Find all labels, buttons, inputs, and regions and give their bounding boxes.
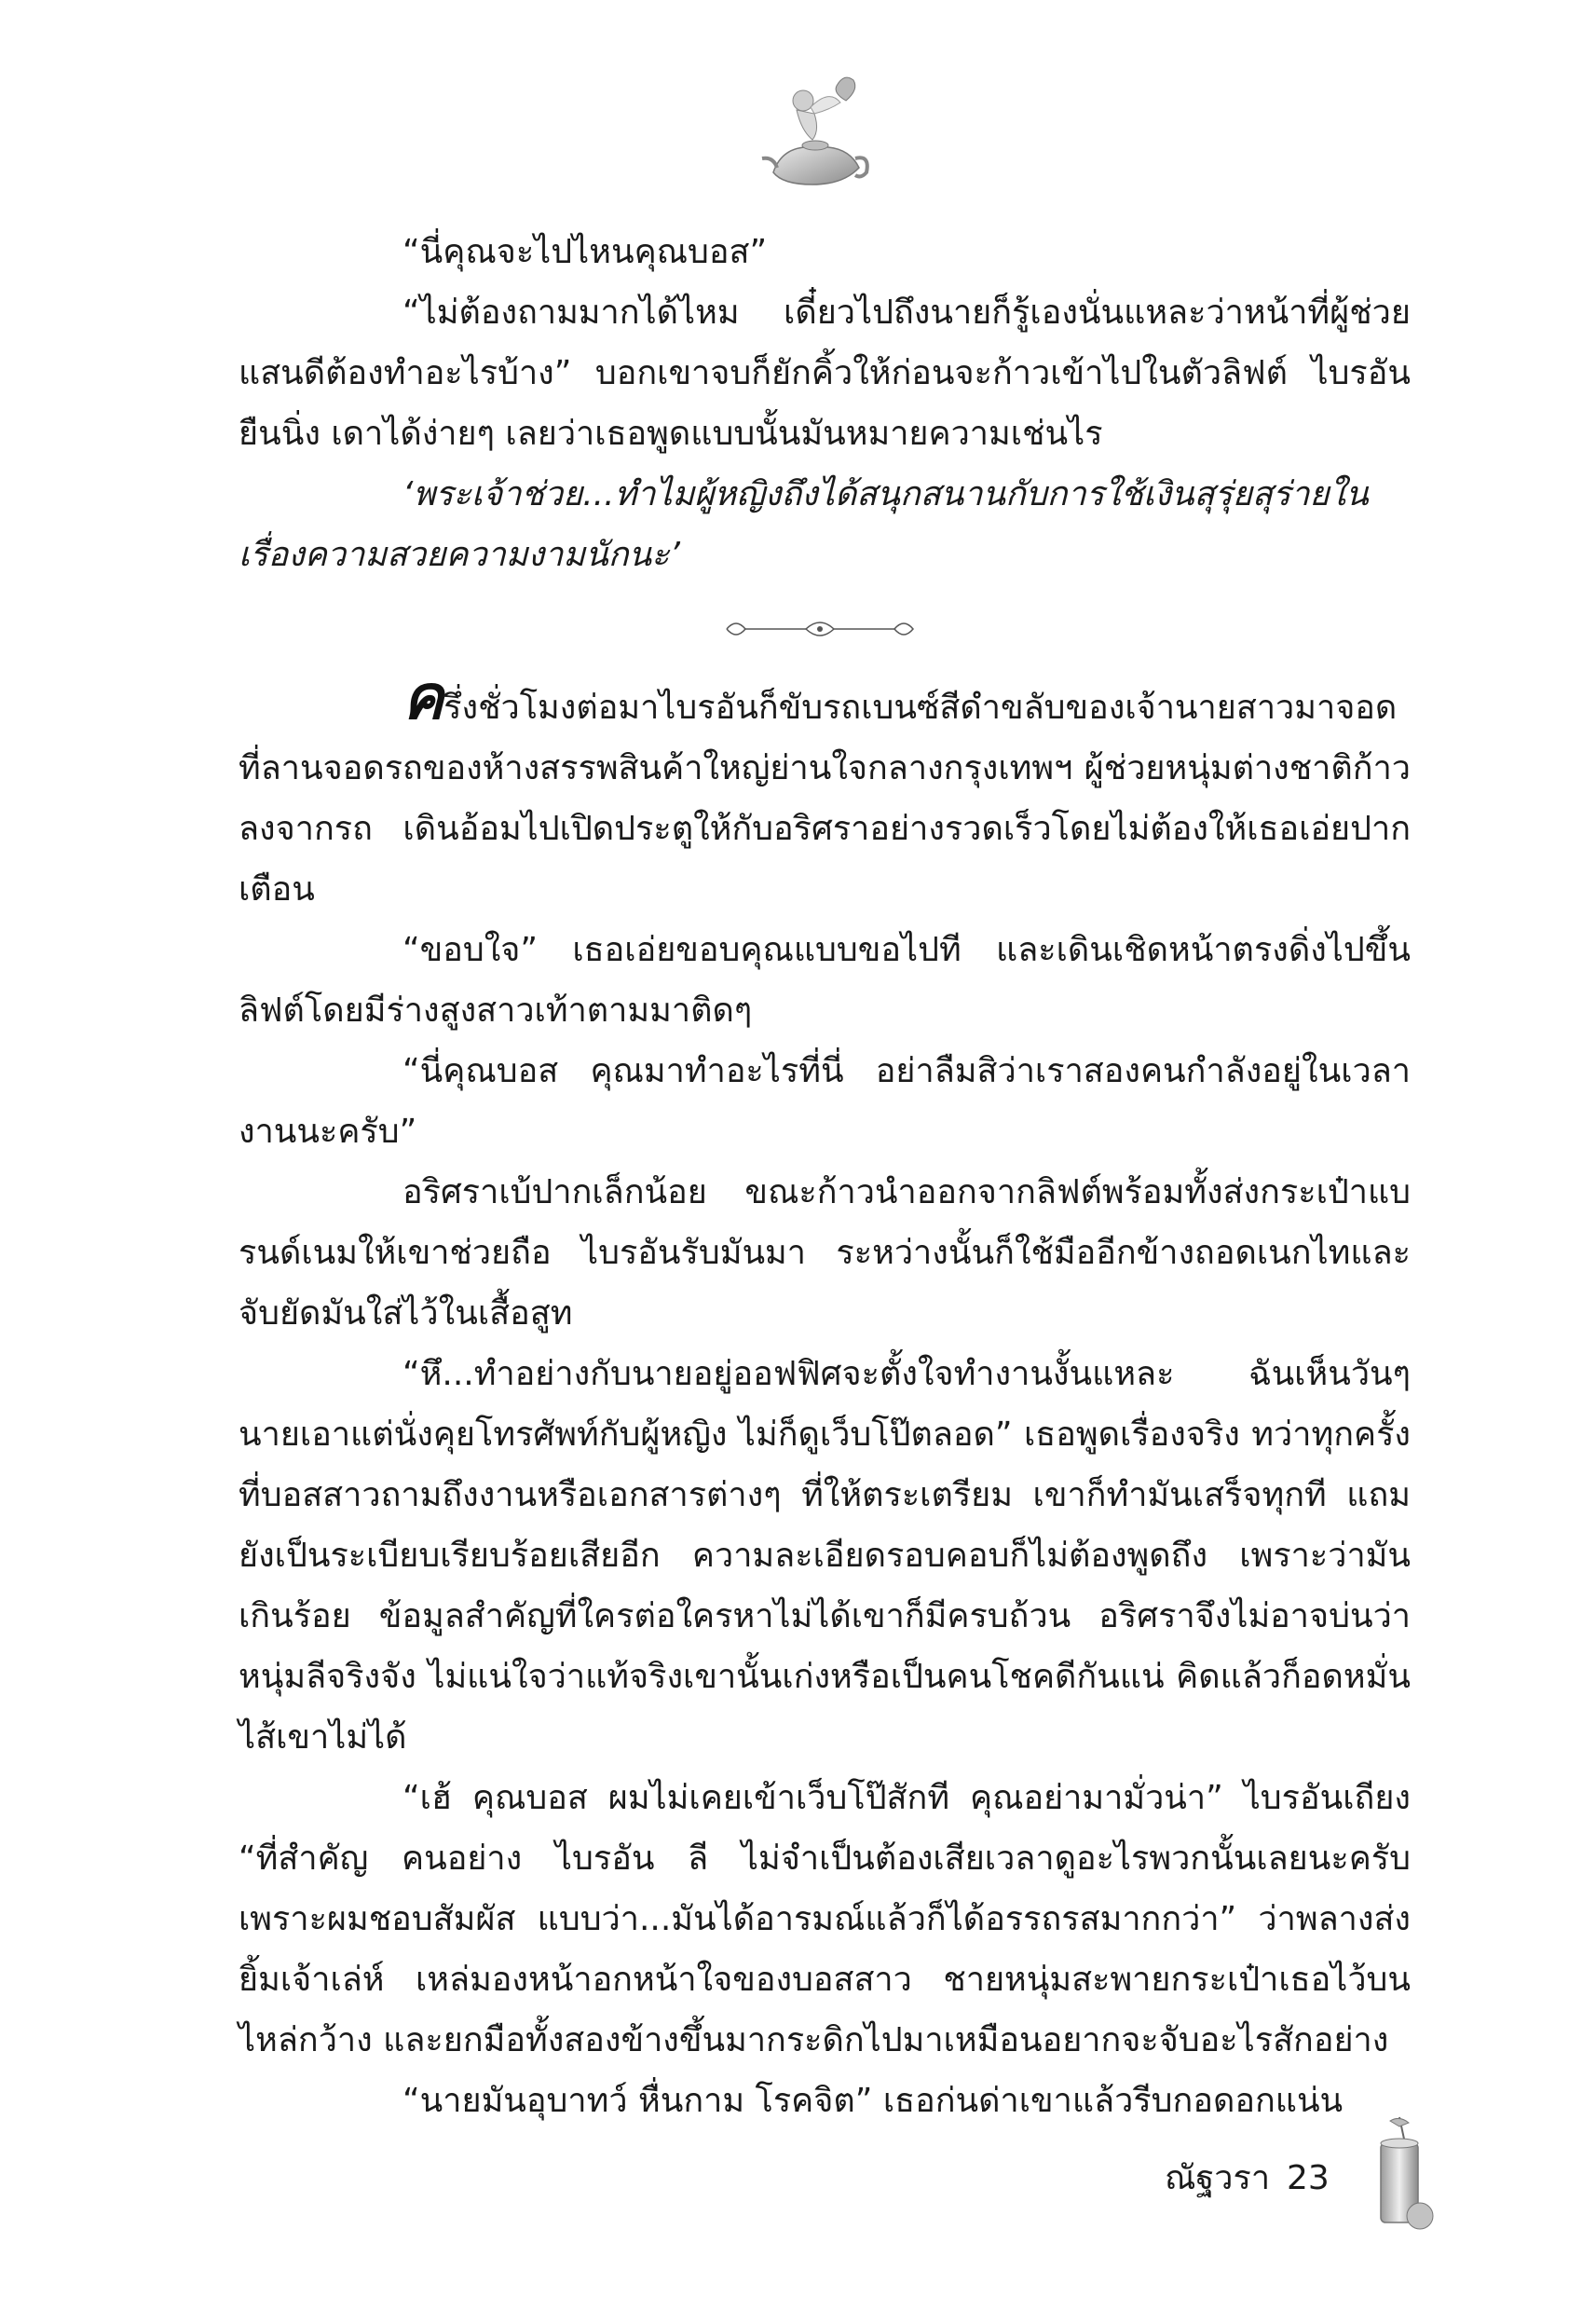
dropcap-letter: ค (402, 661, 444, 733)
author-name: ณัฐวรา (1165, 2159, 1271, 2197)
paragraph: “นี่คุณบอส คุณมาทำอะไรที่นี่ อย่าลืมสิว่าเราสองคนกำลังอยู่ในเวลางานนะครับ” (239, 1052, 1411, 1151)
paragraph: “นายมันอุบาทว์ หื่นกาม โรคจิต” เธอก่นด่าเขาแล้วรีบกอดอกแน่น (402, 2082, 1344, 2120)
paragraph: “นี่คุณจะไปไหนคุณบอส” (402, 233, 768, 271)
paragraph: “ไม่ต้องถามมากได้ไหม เดี๋ยวไปถึงนายก็รู้เองนั่นแหละว่าหน้าที่ผู้ช่วยแสนดีต้องทำอะไรบ้าง” บอกเขาจบก็ยักคิ้วให้ก่อนจะก้าวเข้าไปในตัวลิฟต์ ไบรอันยืนนิ่ง เดาได้ง่ายๆ เลยว่าเธอพูดแบบนั้นมันหมายความเช่นไร (239, 294, 1411, 453)
paragraph: อริศราเบ้ปากเล็กน้อย ขณะก้าวนำออกจากลิฟต์พร้อมทั้งส่งกระเป๋าแบรนด์เนมให้เขาช่วยถือ ไบรอันรับมันมา ระหว่างนั้นก็ใช้มืออีกข้างถอดเนกไทและจับยัดมันใส่ไว้ในเสื้อสูท (239, 1173, 1411, 1333)
flourish-divider-icon (717, 610, 922, 648)
italic-thought-paragraph: ‘พระเจ้าช่วย...ทำไมผู้หญิงถึงได้สนุกสนานกับการใช้เงินสุรุ่ยสุร่ายในเรื่องความสวยความงามนักนะ’ (239, 475, 1369, 574)
dropcap-rest: รึ่งชั่วโมงต่อมาไบรอันก็ขับรถเบนซ์สีดำขลับของเจ้านายสาวมาจอดที่ลานจอดรถของห้างสรรพสินค้าใหญ่ย่านใจกลางกรุงเทพฯ ผู้ช่วยหนุ่มต่างชาติก้าวลงจากรถ เดินอ้อมไปเปิดประตูให้กับอริศราอย่างรวดเร็วโดยไม่ต้องให้เธอเอ่ยปากเตือน (239, 689, 1411, 909)
page-number: 23 (1287, 2159, 1330, 2197)
paragraph: “หึ...ทำอย่างกับนายอยู่ออฟฟิศจะตั้งใจทำงานงั้นแหละ ฉันเห็นวันๆ นายเอาแต่นั่งคุยโทรศัพท์กับผู้หญิง ไม่ก็ดูเว็บโป๊ตลอด” เธอพูดเรื่องจริง ทว่าทุกครั้งที่บอสสาวถามถึงงานหรือเอกสารต่างๆ ที่ให้ตระเตรียม เขาก็ทำมันเสร็จทุกที แถมยังเป็นระเบียบเรียบร้อยเสียอีก ความละเอียดรอบคอบก็ไม่ต้องพูดถึง เพราะว่ามันเกินร้อย ข้อมูลสำคัญที่ใครต่อใครหาไม่ได้เขาก็มีครบถ้วน อริศราจึงไม่อาจบ่นว่าหนุ่มลีจริงจัง ไม่แน่ใจว่าแท้จริงเขานั้นเก่งหรือเป็นคนโชคดีกันแน่ คิดแล้วก็อดหมั่นไส้เขาไม่ได้ (239, 1355, 1411, 1757)
paragraph: “เฮ้ คุณบอส ผมไม่เคยเข้าเว็บโป๊สักที คุณอย่ามามั่วน่า” ไบรอันเถียง “ที่สำคัญ คนอย่าง ไบรอัน ลี ไม่จำเป็นต้องเสียเวลาดูอะไรพวกนั้นเลยนะครับ เพราะผมชอบสัมผัส แบบว่า...มันได้อารมณ์แล้วก็ได้อรรถรสมากกว่า” ว่าพลางส่งยิ้มเจ้าเล่ห์ เหล่มองหน้าอกหน้าใจของบอสสาว ชายหนุ่มสะพายกระเป๋าเธอไว้บนไหล่กว้าง และยกมือทั้งสองข้างขึ้นมากระดิกไปมาเหมือนอยากจะจับอะไรสักอย่าง (239, 1779, 1411, 2059)
page-footer (1165, 2115, 1444, 2236)
cupid-teapot-ornament-icon (755, 65, 876, 196)
text-block (239, 222, 1411, 2131)
dropcap-paragraph (239, 661, 1411, 920)
paragraph: “ขอบใจ” เธอเอ่ยขอบคุณแบบขอไปที และเดินเชิดหน้าตรงดิ่งไปขึ้นลิฟต์โดยมีร่างสูงสาวเท้าตามมาติดๆ (239, 931, 1411, 1030)
folio (1165, 2151, 1330, 2204)
cocktail-glass-icon (1371, 2115, 1439, 2232)
